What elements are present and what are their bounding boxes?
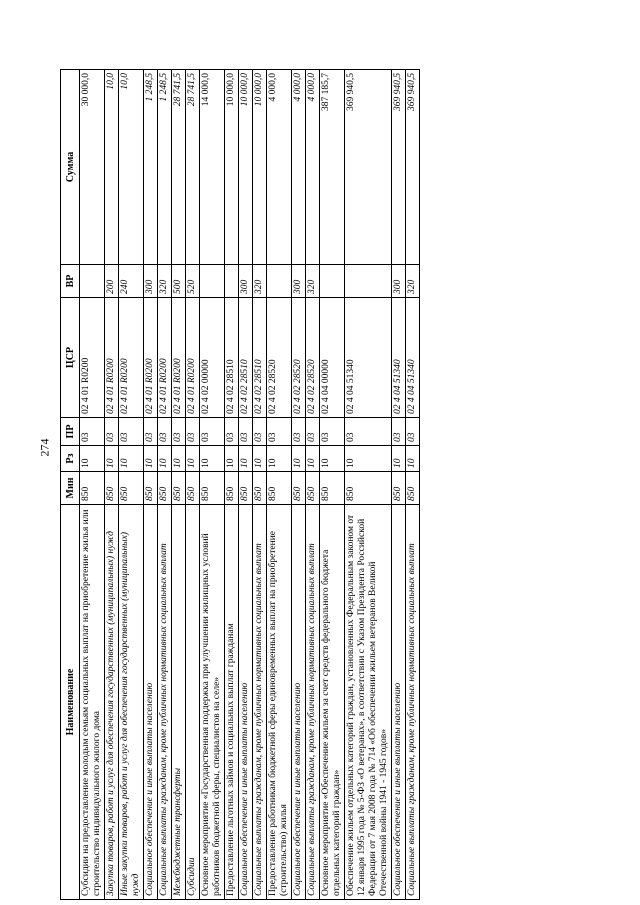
cell-rz: 10 — [306, 446, 320, 472]
budget-table — [60, 69, 420, 900]
cell-rz: 10 — [225, 446, 239, 472]
cell-vr: 240 — [119, 265, 144, 298]
cell-name: Закупка товаров, работ и услуг для обеспечения государственных (муниципальных) нужд — [105, 505, 119, 900]
cell-name: Социальное обеспечение и иные выплаты населению — [392, 505, 406, 900]
cell-vr: 320 — [406, 265, 420, 298]
cell-csr: 02 4 02 28510 — [253, 298, 267, 418]
cell-pr: 03 — [306, 418, 320, 446]
table-row — [225, 70, 239, 900]
cell-min: 850 — [200, 472, 225, 505]
cell-pr: 03 — [406, 418, 420, 446]
cell-vr: 320 — [306, 265, 320, 298]
cell-min: 850 — [345, 472, 392, 505]
cell-min: 850 — [406, 472, 420, 505]
cell-name: Социальное обеспечение и иные выплаты населению — [292, 505, 306, 900]
cell-min: 850 — [292, 472, 306, 505]
cell-name: Социальные выплаты гражданам, кроме публичных нормативных социальных выплат — [158, 505, 172, 900]
cell-sum: 369 940,5 — [345, 70, 392, 265]
cell-min: 850 — [239, 472, 253, 505]
cell-csr: 02 4 02 28510 — [225, 298, 239, 418]
cell-min: 850 — [119, 472, 144, 505]
cell-vr — [267, 265, 292, 298]
header-pr: ПР — [61, 418, 80, 446]
cell-vr: 500 — [172, 265, 186, 298]
table-row — [200, 70, 225, 900]
cell-vr: 320 — [253, 265, 267, 298]
cell-csr: 02 4 02 28520 — [267, 298, 292, 418]
cell-vr: 300 — [392, 265, 406, 298]
cell-pr: 03 — [239, 418, 253, 446]
cell-name: Социальные выплаты гражданам, кроме публичных нормативных социальных выплат — [253, 505, 267, 900]
table-row — [144, 70, 158, 900]
cell-csr: 02 4 02 28510 — [239, 298, 253, 418]
cell-sum: 10,0 — [119, 70, 144, 265]
cell-rz: 10 — [158, 446, 172, 472]
header-rz: Рз — [61, 446, 80, 472]
cell-rz: 10 — [105, 446, 119, 472]
cell-pr: 03 — [267, 418, 292, 446]
cell-name: Межбюджетные трансферты — [172, 505, 186, 900]
cell-csr: 02 4 04 51340 — [392, 298, 406, 418]
cell-sum: 10,0 — [105, 70, 119, 265]
table-row — [306, 70, 320, 900]
cell-name: Социальные выплаты гражданам, кроме публичных нормативных социальных выплат — [306, 505, 320, 900]
table-body — [80, 70, 420, 900]
table-row — [345, 70, 392, 900]
rotated-table-container — [60, 70, 620, 900]
cell-sum: 14 000,0 — [200, 70, 225, 265]
cell-sum: 10 000,0 — [239, 70, 253, 265]
cell-csr: 02 4 02 28520 — [306, 298, 320, 418]
cell-csr: 02 4 02 00000 — [200, 298, 225, 418]
cell-sum: 28 741,5 — [186, 70, 200, 265]
cell-rz: 10 — [267, 446, 292, 472]
table-row — [392, 70, 406, 900]
cell-name: Субсидии — [186, 505, 200, 900]
cell-min: 850 — [320, 472, 345, 505]
cell-min: 850 — [80, 472, 105, 505]
cell-vr — [225, 265, 239, 298]
cell-pr: 03 — [119, 418, 144, 446]
header-min: Мин — [61, 472, 80, 505]
cell-sum: 1 248,5 — [144, 70, 158, 265]
cell-csr: 02 4 04 51340 — [406, 298, 420, 418]
cell-rz: 10 — [320, 446, 345, 472]
cell-csr: 02 4 01 R0200 — [186, 298, 200, 418]
cell-name: Обеспечение жильем отдельных категорий граждан, установленных Федеральным законом от 12 января 1995 года № 5-ФЗ «О ветеранах», в соответствии с Указом Президента Российской Федерации от 7 мая 2008 года № 714 «Об обеспечении жильем ветеранов Великой Отечественной войны 1941 - 1945 годов» — [345, 505, 392, 900]
cell-min: 850 — [172, 472, 186, 505]
table-row — [172, 70, 186, 900]
cell-csr: 02 4 04 51340 — [345, 298, 392, 418]
cell-pr: 03 — [225, 418, 239, 446]
cell-pr: 03 — [172, 418, 186, 446]
cell-min: 850 — [392, 472, 406, 505]
cell-csr: 02 4 01 R0200 — [172, 298, 186, 418]
header-vr: ВР — [61, 265, 80, 298]
cell-csr: 02 4 01 R0200 — [105, 298, 119, 418]
cell-name: Основное мероприятие «Государственная поддержка при улучшении жилищных условий работников бюджетной сферы, специалистов на селе» — [200, 505, 225, 900]
cell-vr — [80, 265, 105, 298]
cell-pr: 03 — [320, 418, 345, 446]
cell-vr — [345, 265, 392, 298]
table-row — [158, 70, 172, 900]
cell-name: Социальное обеспечение и иные выплаты населению — [144, 505, 158, 900]
cell-vr: 520 — [186, 265, 200, 298]
cell-rz: 10 — [253, 446, 267, 472]
cell-rz: 10 — [200, 446, 225, 472]
cell-rz: 10 — [239, 446, 253, 472]
cell-min: 850 — [306, 472, 320, 505]
cell-min: 850 — [158, 472, 172, 505]
cell-sum: 1 248,5 — [158, 70, 172, 265]
cell-sum: 369 940,5 — [392, 70, 406, 265]
cell-pr: 03 — [158, 418, 172, 446]
cell-min: 850 — [144, 472, 158, 505]
cell-min: 850 — [253, 472, 267, 505]
cell-rz: 10 — [80, 446, 105, 472]
table-row — [406, 70, 420, 900]
cell-sum: 30 000,0 — [80, 70, 105, 265]
cell-csr: 02 4 04 00000 — [320, 298, 345, 418]
table-header-row — [61, 70, 80, 900]
cell-pr: 03 — [200, 418, 225, 446]
header-sum: Сумма — [61, 70, 80, 265]
table-row — [267, 70, 292, 900]
cell-pr: 03 — [253, 418, 267, 446]
cell-vr: 320 — [158, 265, 172, 298]
table-row — [119, 70, 144, 900]
cell-sum: 4 000,0 — [292, 70, 306, 265]
cell-sum: 4 000,0 — [267, 70, 292, 265]
cell-vr: 300 — [292, 265, 306, 298]
cell-rz: 10 — [172, 446, 186, 472]
cell-pr: 03 — [144, 418, 158, 446]
table-row — [105, 70, 119, 900]
cell-min: 850 — [105, 472, 119, 505]
page-content — [60, 70, 620, 900]
cell-rz: 10 — [406, 446, 420, 472]
cell-pr: 03 — [186, 418, 200, 446]
cell-csr: 02 4 01 R0200 — [158, 298, 172, 418]
cell-pr: 03 — [392, 418, 406, 446]
cell-min: 850 — [186, 472, 200, 505]
header-csr: ЦСР — [61, 298, 80, 418]
cell-rz: 10 — [186, 446, 200, 472]
cell-vr: 200 — [105, 265, 119, 298]
cell-csr: 02 4 01 R0200 — [119, 298, 144, 418]
cell-sum: 4 000,0 — [306, 70, 320, 265]
cell-rz: 10 — [292, 446, 306, 472]
table-row — [292, 70, 306, 900]
cell-sum: 28 741,5 — [172, 70, 186, 265]
table-row — [239, 70, 253, 900]
cell-rz: 10 — [345, 446, 392, 472]
cell-name: Субсидии на предоставление молодым семьям социальных выплат на приобретение жилья или строительство индивидуального жилого дома — [80, 505, 105, 900]
cell-name: Предоставление работникам бюджетной сферы единовременных выплат на приобретение (строительство) жилья — [267, 505, 292, 900]
table-row — [320, 70, 345, 900]
page-number: 274 — [37, 438, 52, 457]
cell-name: Социальные выплаты гражданам, кроме публичных нормативных социальных выплат — [406, 505, 420, 900]
cell-pr: 03 — [345, 418, 392, 446]
cell-pr: 03 — [105, 418, 119, 446]
cell-sum: 387 185,7 — [320, 70, 345, 265]
table-row — [186, 70, 200, 900]
cell-rz: 10 — [392, 446, 406, 472]
cell-name: Социальное обеспечение и иные выплаты населению — [239, 505, 253, 900]
cell-csr: 02 4 01 R0200 — [144, 298, 158, 418]
cell-name: Основное мероприятие «Обеспечение жильем за счет средств федерального бюджета отдельных категорий граждан» — [320, 505, 345, 900]
cell-vr — [200, 265, 225, 298]
cell-vr: 300 — [144, 265, 158, 298]
cell-name: Иные закупки товаров, работ и услуг для обеспечения государственных (муниципальных) нужд — [119, 505, 144, 900]
cell-pr: 03 — [292, 418, 306, 446]
cell-sum: 369 940,5 — [406, 70, 420, 265]
table-row — [80, 70, 105, 900]
cell-min: 850 — [225, 472, 239, 505]
cell-rz: 10 — [144, 446, 158, 472]
cell-sum: 10 000,0 — [225, 70, 239, 265]
table-row — [253, 70, 267, 900]
cell-csr: 02 4 02 28520 — [292, 298, 306, 418]
header-name: Наименование — [61, 505, 80, 900]
cell-min: 850 — [267, 472, 292, 505]
cell-name: Предоставление льготных займов и социальных выплат гражданам — [225, 505, 239, 900]
cell-csr: 02 4 01 R0200 — [80, 298, 105, 418]
cell-sum: 10 000,0 — [253, 70, 267, 265]
cell-rz: 10 — [119, 446, 144, 472]
cell-vr: 300 — [239, 265, 253, 298]
cell-vr — [320, 265, 345, 298]
cell-pr: 03 — [80, 418, 105, 446]
